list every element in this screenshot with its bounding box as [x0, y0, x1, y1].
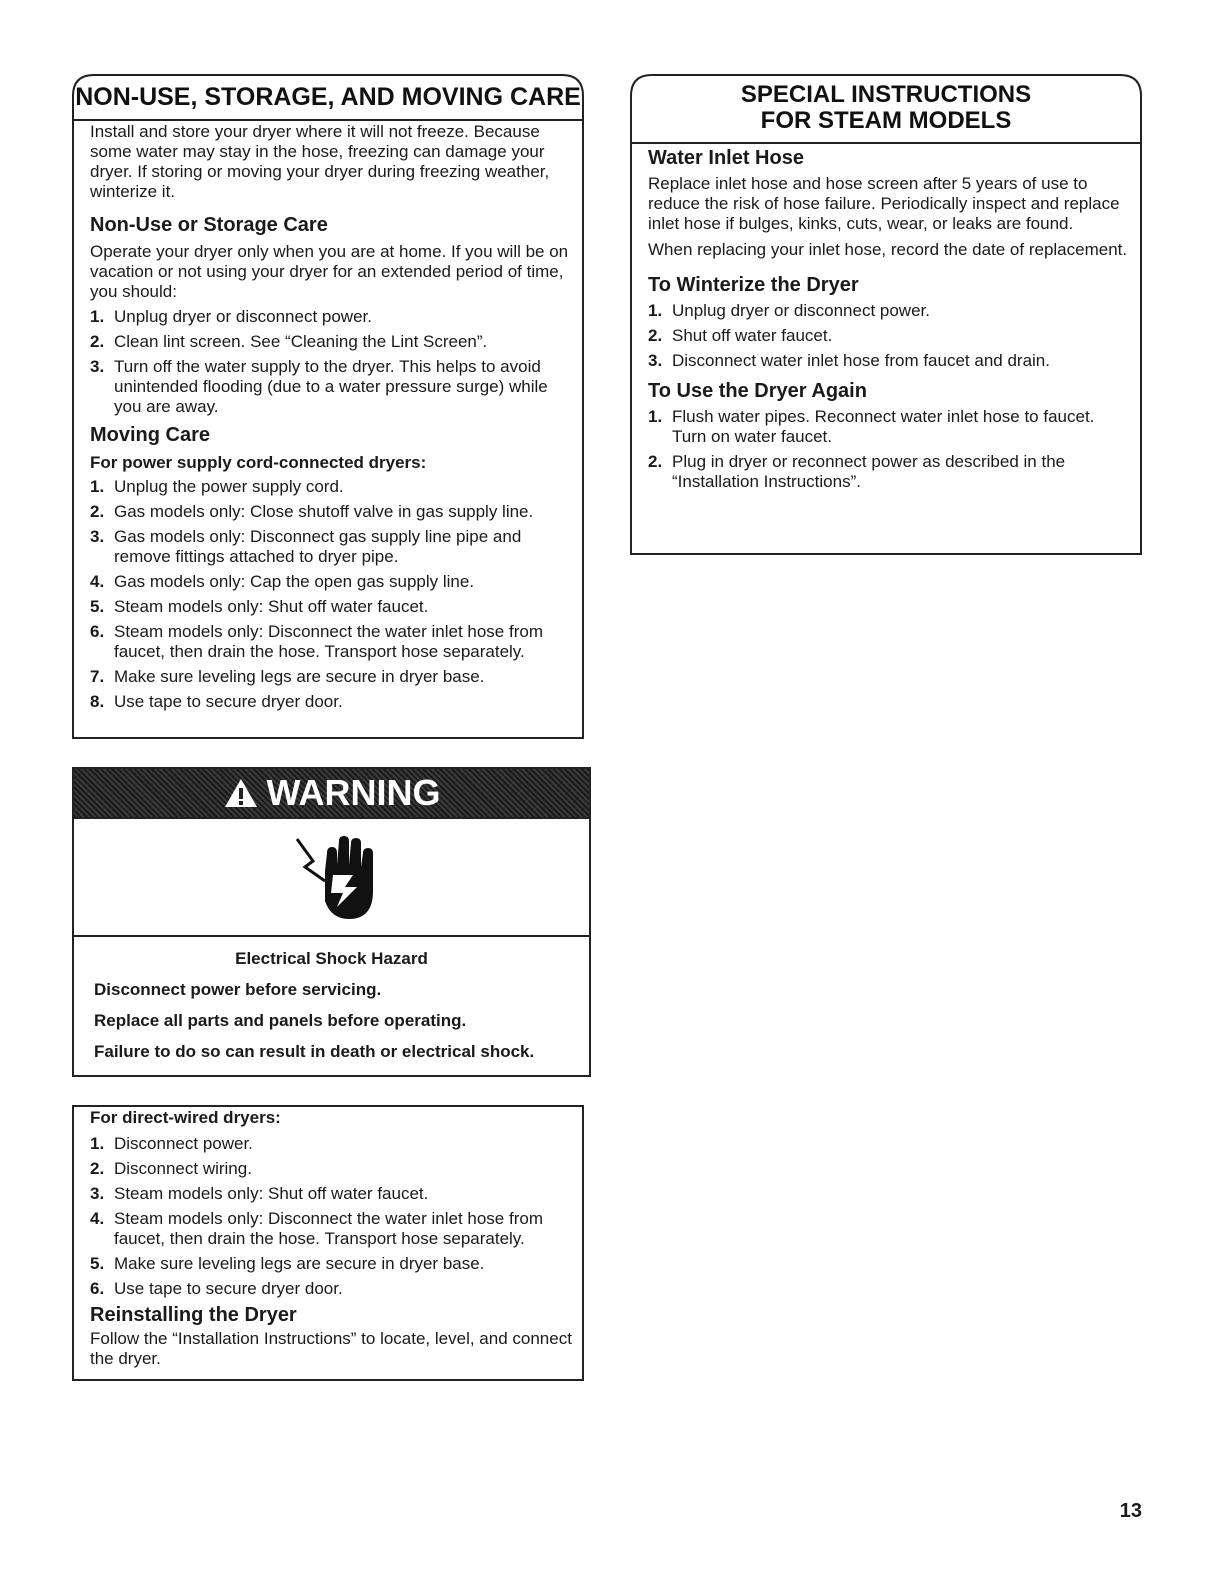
- list-item: 2. Clean lint screen. See “Cleaning the Lint Screen”.: [90, 332, 488, 351]
- intro-text: Install and store your dryer where it will not freeze. Because some water may stay in the hose, freezing can damage your dryer. If storing or moving your dryer during freezing weather, winterize it.: [90, 122, 550, 201]
- warning-icon-panel: [74, 817, 589, 937]
- moving-heading: Moving Care: [90, 424, 211, 446]
- list-item: 4. Gas models only: Cap the open gas supply line.: [90, 572, 475, 591]
- reinstall-text: Follow the “Installation Instructions” to locate, level, and connect the dryer.: [90, 1329, 572, 1368]
- hose-para: When replacing your inlet hose, record the date of replacement.: [648, 240, 1128, 259]
- page-number: 13: [1119, 1500, 1142, 1522]
- direct-wired-steps: [90, 1134, 572, 1299]
- warning-triangle-icon: [223, 777, 259, 809]
- list-item: 6. Steam models only: Disconnect the water inlet hose from faucet, then drain the hose. Transport hose separately.: [90, 622, 543, 661]
- list-item: 2. Gas models only: Close shutoff valve in gas supply line.: [90, 502, 534, 521]
- section-title: [630, 83, 1142, 133]
- list-item: 2. Shut off water faucet.: [648, 326, 833, 345]
- use-again-steps: [648, 407, 1132, 492]
- use-again-heading: To Use the Dryer Again: [648, 380, 867, 402]
- warning-text-panel: [74, 937, 589, 1062]
- warning-banner: [74, 769, 589, 817]
- list-item: 3. Disconnect water inlet hose from faucet and drain.: [648, 351, 1050, 370]
- list-item: 8. Use tape to secure dryer door.: [90, 692, 343, 711]
- title-line: SPECIAL INSTRUCTIONS: [740, 81, 1032, 108]
- list-item: 1. Flush water pipes. Reconnect water inlet hose to faucet. Turn on water faucet.: [648, 407, 1095, 446]
- winterize-steps: [648, 301, 1132, 371]
- warning-line: Disconnect power before servicing.: [94, 980, 382, 999]
- list-item: 2. Disconnect wiring.: [90, 1159, 252, 1178]
- warning-label: WARNING: [266, 772, 441, 813]
- list-item: 1. Unplug dryer or disconnect power.: [648, 301, 930, 320]
- list-item: 7. Make sure leveling legs are secure in dryer base.: [90, 667, 485, 686]
- warning-line: Failure to do so can result in death or electrical shock.: [94, 1042, 535, 1061]
- direct-wired-content: [90, 1108, 572, 1369]
- list-item: 1. Unplug dryer or disconnect power.: [90, 307, 372, 326]
- non-use-content: [90, 122, 572, 717]
- list-item: 1. Disconnect power.: [90, 1134, 253, 1153]
- storage-steps: [90, 307, 572, 417]
- hazard-title: Electrical Shock Hazard: [235, 949, 428, 968]
- list-item: 5. Make sure leveling legs are secure in dryer base.: [90, 1254, 485, 1273]
- steam-content: [648, 146, 1132, 497]
- hose-heading: Water Inlet Hose: [648, 147, 804, 169]
- title-line: FOR STEAM MODELS: [760, 107, 1012, 134]
- moving-steps: [90, 477, 572, 712]
- storage-intro: Operate your dryer only when you are at home. If you will be on vacation or not using your dryer for an extended period of time, you should:: [90, 242, 569, 301]
- storage-heading: Non-Use or Storage Care: [90, 214, 328, 236]
- electrical-shock-hand-icon: [287, 831, 377, 923]
- list-item: 6. Use tape to secure dryer door.: [90, 1279, 343, 1298]
- moving-subheading: For power supply cord-connected dryers:: [90, 453, 427, 472]
- list-item: 3. Steam models only: Shut off water faucet.: [90, 1184, 429, 1203]
- warning-box: [72, 767, 591, 1077]
- section-title: NON-USE, STORAGE, AND MOVING CARE: [75, 83, 581, 111]
- list-item: 4. Steam models only: Disconnect the water inlet hose from faucet, then drain the hose. Transport hose separately.: [90, 1209, 543, 1248]
- direct-wired-subheading: For direct-wired dryers:: [90, 1108, 281, 1127]
- list-item: 3. Turn off the water supply to the dryer. This helps to avoid unintended flooding (due to a water pressure surge) while you are away.: [90, 357, 548, 416]
- reinstall-heading: Reinstalling the Dryer: [90, 1304, 297, 1326]
- winterize-heading: To Winterize the Dryer: [648, 274, 859, 296]
- warning-line: Replace all parts and panels before operating.: [94, 1011, 467, 1030]
- list-item: 2. Plug in dryer or reconnect power as described in the “Installation Instructions”.: [648, 452, 1066, 491]
- hose-para: Replace inlet hose and hose screen after 5 years of use to reduce the risk of hose failure. Periodically inspect and replace inlet hose if bulges, kinks, cuts, wear, or leaks are found.: [648, 174, 1120, 233]
- list-item: 5. Steam models only: Shut off water faucet.: [90, 597, 429, 616]
- list-item: 1. Unplug the power supply cord.: [90, 477, 344, 496]
- list-item: 3. Gas models only: Disconnect gas supply line pipe and remove fittings attached to dryer pipe.: [90, 527, 522, 566]
